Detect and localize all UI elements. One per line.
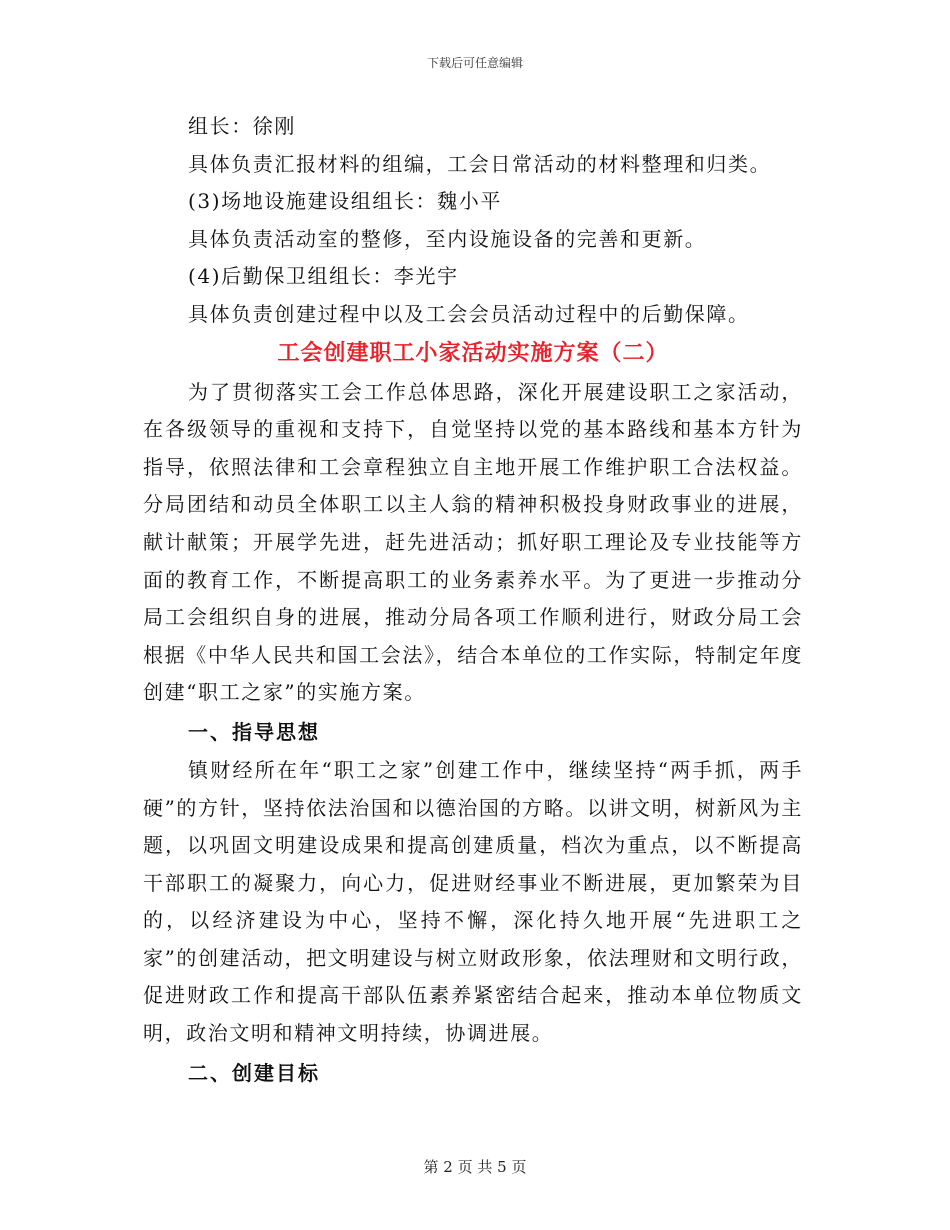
section2-heading: 二、创建目标 <box>188 1060 320 1085</box>
section1-paragraph: 镇财经所在年“职工之家”创建工作中，继续坚持“两手抓，两手硬”的方针，坚持依法治国和以德治国的方略。以讲文明，树新风为主题，以巩固文明建设成果和提高创建质量，档次为重点，以不断提高干部职工的凝聚力，向心力，促进财经事业不断进展，更加繁荣为目的，以经济建设为中心，坚持不懈，深化持久地开展“先进职工之家”的创建活动，把文明建设与树立财政形象，依法理财和文明行政，促进财政工作和提高干部队伍素养紧密结合起来，推动本单位物质文明，政治文明和精神文明持续，协调进展。 <box>143 757 803 1046</box>
document-body <box>143 108 803 1093</box>
intro-paragraph: 为了贯彻落实工会工作总体思路，深化开展建设职工之家活动，在各级领导的重视和支持下，自觉坚持以党的基本路线和基本方针为指导，依照法律和工会章程独立自主地开展工作维护职工合法权益。分局团结和动员全体职工以主人翁的精神积极投身财政事业的进展，献计献策；开展学先进，赶先进活动；抓好职工理论及专业技能等方面的教育工作，不断提高职工的业务素养水平。为了更进一步推动分局工会组织自身的进展，推动分局各项工作顺利进行，财政分局工会根据《中华人民共和国工会法》，结合本单位的工作实际，特制定年度创建“职工之家”的实施方案。 <box>143 379 803 705</box>
section1-heading: 一、指导思想 <box>188 719 320 744</box>
body-line-logistics-group: (4)后勤保卫组组长：李光宇 <box>188 264 459 289</box>
header-note: 下载后可任意编辑 <box>426 56 523 70</box>
page-number: 第 2 页 共 5 页 <box>423 1158 527 1176</box>
body-line-leader: 组长：徐刚 <box>188 114 296 138</box>
body-line-site-duty: 具体负责活动室的整修，至内设施设备的完善和更新。 <box>188 226 707 251</box>
section-title: 工会创建职工小家活动实施方案（二） <box>277 340 669 366</box>
body-line-leader-duty: 具体负责汇报材料的组编，工会日常活动的材料整理和归类。 <box>188 151 772 176</box>
body-line-logistics-duty: 具体负责创建过程中以及工会会员活动过程中的后勤保障。 <box>188 301 750 326</box>
body-line-site-group: (3)场地设施建设组组长：魏小平 <box>188 189 502 214</box>
